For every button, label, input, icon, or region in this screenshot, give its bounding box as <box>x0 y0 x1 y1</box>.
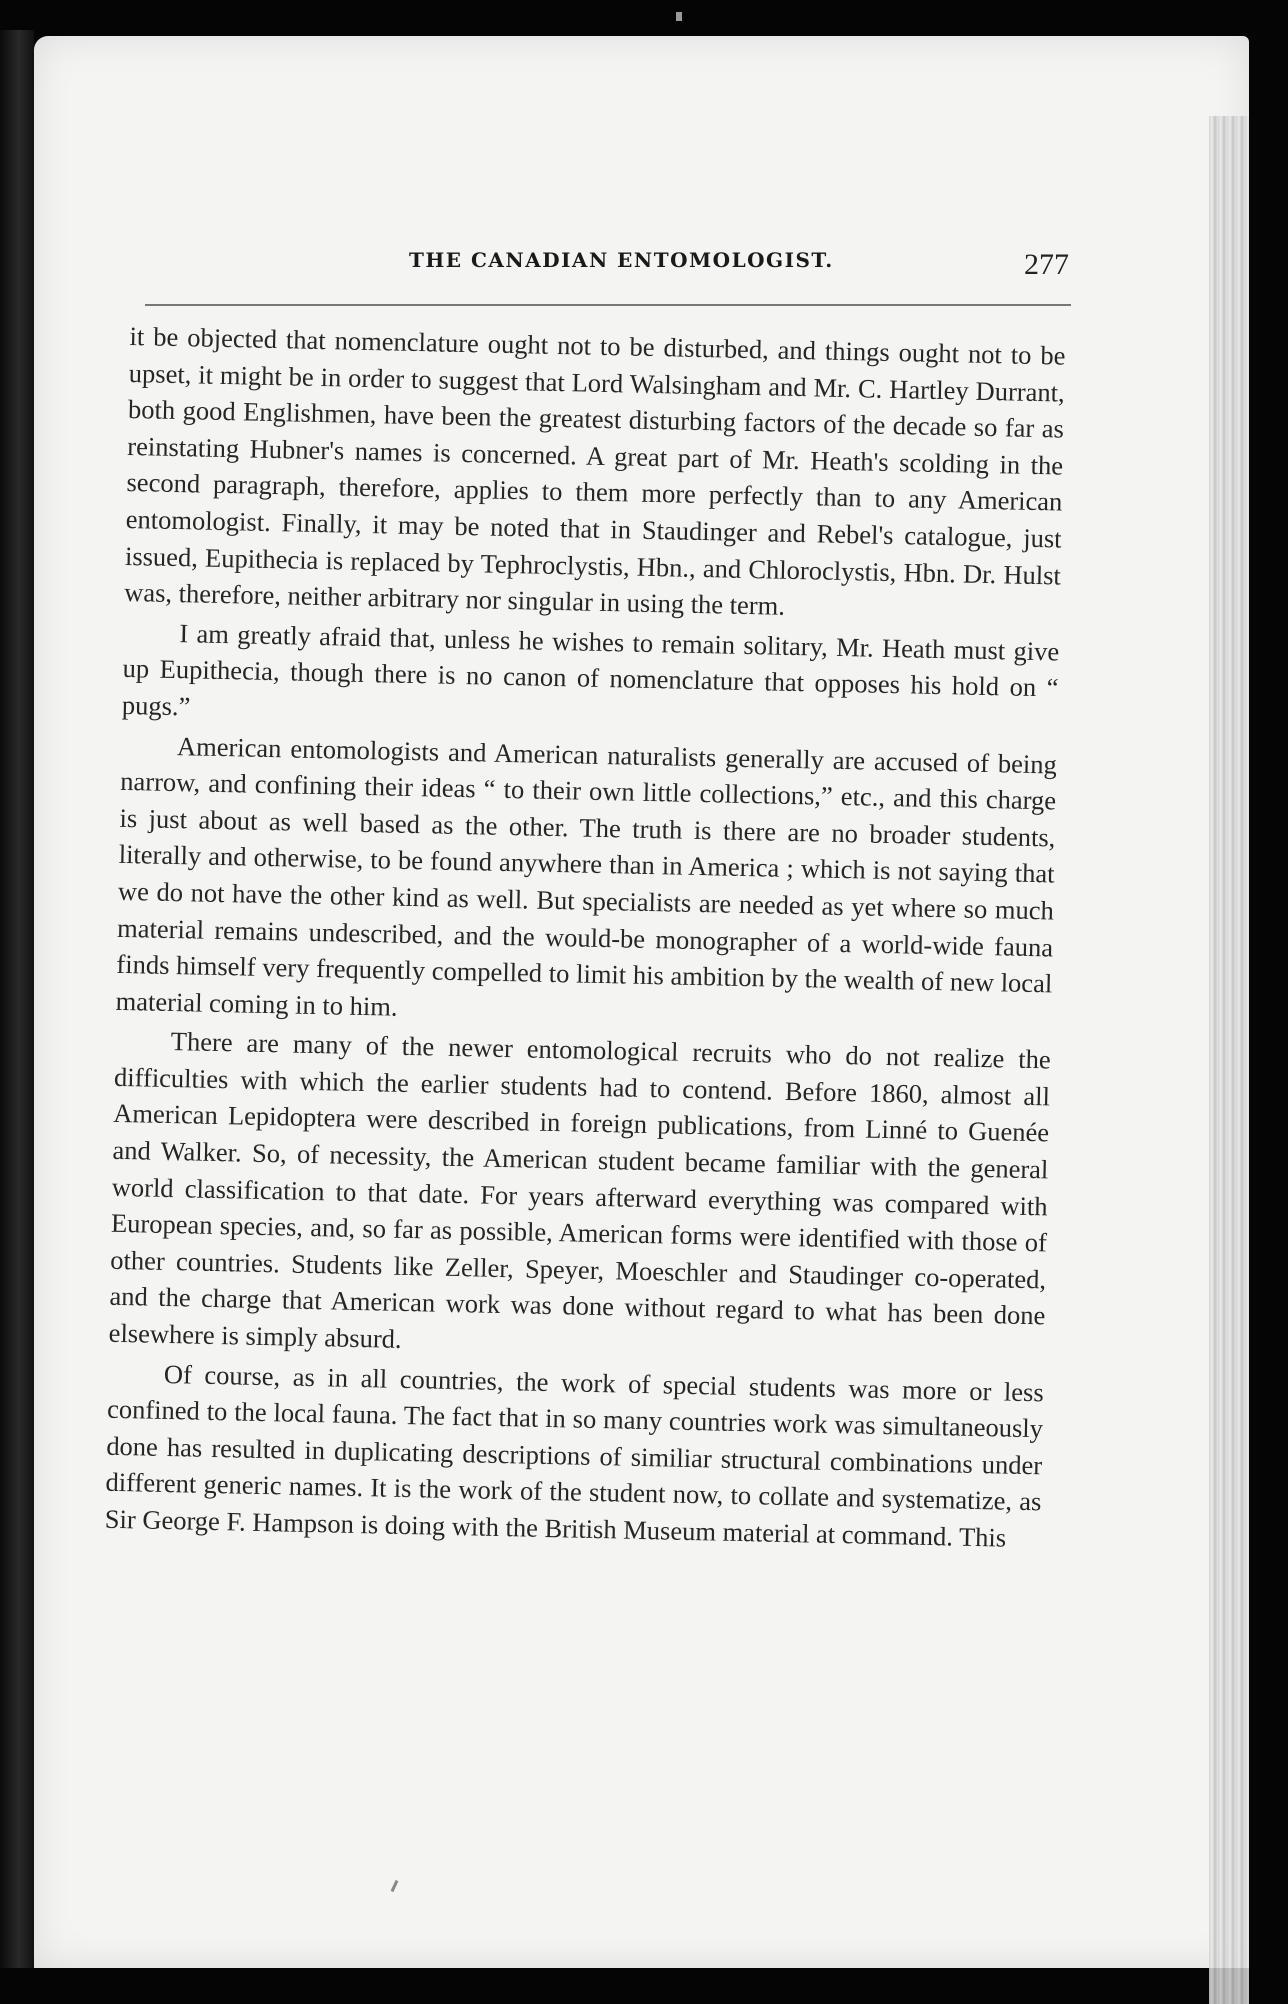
paragraph-1: it be objected that nomenclature ought not to be disturbed, and things ought not to be upset, it might be in order to suggest that Lord Walsingham and Mr. C. Hartley Durrant, both good Englishmen, have been the greatest disturbing factors of the decade so far as reinstating Hubner's names is concerned. A great part of Mr. Heath's scolding in the second paragraph, therefore, applies to them more perfectly than to any American entomologist. Finally, it may be noted that in Staudinger and Rebel's catalogue, just issued, Eupithecia is replaced by Tephroclystis, Hbn., and Chloroclystis, Hbn. Dr. Hulst was, therefore, neither arbitrary nor singular in using the term. <box>123 320 1066 621</box>
journal-title: THE CANADIAN ENTOMOLOGIST. <box>409 248 834 272</box>
page-number: 277 <box>1024 248 1069 281</box>
page-stack-edge <box>1209 116 1249 2004</box>
paragraph-5: Of course, as in all countries, the work of special students was more or less confined to the local fauna. The fact that in so many countries work was simultaneously done has resulted in duplicating descriptions of similiar structural combinations under different generic names. It is the work of the student now, to collate and systematize, as Sir George F. Hampson is doing with the British Museum material at command. This <box>104 1358 1045 1553</box>
scan-border-left <box>0 30 34 1968</box>
paragraph-3: American entomologists and American naturalists generally are accused of being narrow, and confining their ideas “ to their own little collections,” etc., and this charge is just about as well based as the other. The truth is there are no broader students, literally and otherwise, to be found anywhere than in America ; which is not saying that we do not have the other kind as well. But specialists are needed as yet where so much material remains undescribed, and the would-be monographer of a world-wide fauna finds himself very frequently compelled to limit his ambition by the wealth of new local material coming in to him. <box>115 730 1058 1022</box>
paragraph-4: There are many of the newer entomological recruits who do not realize the difficulties with which the earlier students had to contend. Before 1860, almost all American Lepidoptera were described in foreign publications, from Linné to Guenée and Walker. So, of necessity, the American student became familiar with the general world classification to that date. For years afterward everything was compared with European species, and, so far as possible, American forms were identified with those of other countries. Students like Zeller, Speyer, Moeschler and Staudinger co-operated, and the charge that American work was done without regard to what has been done elsewhere is simply absurd. <box>108 1026 1051 1354</box>
paragraph-2: I am greatly afraid that, unless he wishes to remain solitary, Mr. Heath must give up Eupithecia, though there is no canon of nomenclature that opposes his hold on “ pugs.” <box>121 617 1060 722</box>
article-body <box>104 318 1065 1560</box>
running-header <box>145 238 1071 306</box>
scan-dust-mark <box>676 12 682 21</box>
